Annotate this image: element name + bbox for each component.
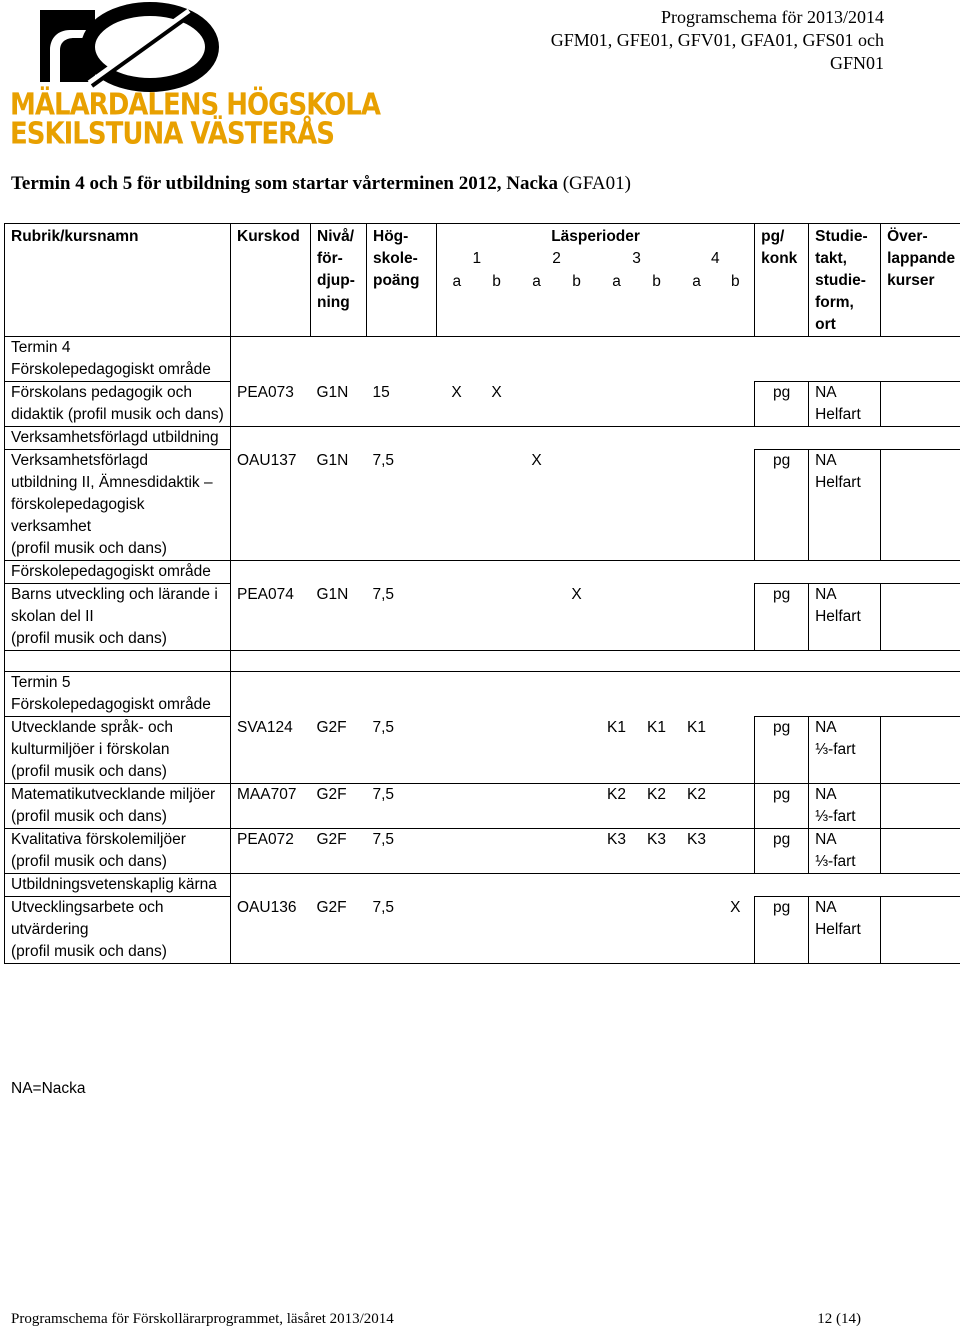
course-code: OAU136 <box>231 897 311 964</box>
course-pg: pg <box>755 829 809 874</box>
mark-1a: X <box>437 382 477 427</box>
schedule-table <box>4 223 960 964</box>
mark-4a: K3 <box>677 829 717 874</box>
mark-2a <box>517 717 557 784</box>
col-periods: Läsperioder <box>437 224 755 249</box>
course-place-pace <box>809 784 881 829</box>
mark-1a <box>437 717 477 784</box>
mark-4a: K1 <box>677 717 717 784</box>
col-overlap-l2: lappande <box>887 250 956 267</box>
mark-2b <box>557 829 597 874</box>
course-code: MAA707 <box>231 784 311 829</box>
empty-cell <box>231 672 960 717</box>
course-overlap <box>881 382 960 427</box>
mark-2b <box>557 450 597 561</box>
course-name-l1: Matematikutvecklande miljöer <box>11 786 216 803</box>
course-place-pace <box>809 584 881 651</box>
mark-2a <box>517 829 557 874</box>
mark-3b: K2 <box>637 784 677 829</box>
mark-1b <box>477 450 517 561</box>
course-place-pace <box>809 717 881 784</box>
course-level: G2F <box>311 829 367 874</box>
course-credits: 15 <box>367 382 437 427</box>
mark-2b <box>557 784 597 829</box>
period-2b: b <box>557 271 597 337</box>
course-code: PEA074 <box>231 584 311 651</box>
course-name-l2: utvärdering <box>11 921 89 938</box>
course-code: OAU137 <box>231 450 311 561</box>
page-title <box>11 173 631 195</box>
col-credits <box>367 224 437 337</box>
period-1b: b <box>477 271 517 337</box>
course-credits: 7,5 <box>367 584 437 651</box>
course-level: G2F <box>311 897 367 964</box>
footer-document-title: Programschema för Förskollärarprogrammet, läsåret 2013/2014 <box>11 1311 394 1327</box>
table-row <box>5 717 960 784</box>
course-name <box>5 584 231 651</box>
col-form-l5: ort <box>815 316 836 333</box>
col-overlap-l1: Över- <box>887 228 928 245</box>
mark-2b <box>557 382 597 427</box>
section-heading: Utbildningsvetenskaplig kärna <box>5 874 231 897</box>
col-form-l1: Studie- <box>815 228 868 245</box>
table-row <box>5 784 960 829</box>
mark-3b <box>637 450 677 561</box>
period-3a: a <box>597 271 637 337</box>
col-pg-l1: pg/ <box>761 228 785 245</box>
mark-1a <box>437 450 477 561</box>
mark-3a: K2 <box>597 784 637 829</box>
course-place: NA <box>815 452 837 469</box>
term5-heading: Termin 5 <box>11 674 71 691</box>
section-row <box>5 874 960 897</box>
mark-3b <box>637 584 677 651</box>
term-heading-row <box>5 337 960 382</box>
mark-4a <box>677 382 717 427</box>
section-heading: Förskolepedagogiskt område <box>5 561 231 584</box>
term4-heading: Termin 4 <box>11 339 71 356</box>
empty-cell <box>231 874 960 897</box>
col-pg-l2: konk <box>761 250 798 267</box>
mark-3a <box>597 450 637 561</box>
course-place: NA <box>815 786 837 803</box>
mark-3a <box>597 897 637 964</box>
period-3: 3 <box>632 250 641 268</box>
course-pace: Helfart <box>815 406 861 423</box>
course-overlap <box>881 784 960 829</box>
period-4a: a <box>677 271 717 337</box>
col-level-l4: ning <box>317 294 350 311</box>
mark-1b <box>477 717 517 784</box>
course-place-pace <box>809 382 881 427</box>
header-program-codes-cont: GFN01 <box>829 53 884 73</box>
mark-1a <box>437 784 477 829</box>
mark-2a <box>517 897 557 964</box>
mark-3b: K1 <box>637 717 677 784</box>
course-place: NA <box>815 719 837 736</box>
mark-2a <box>517 784 557 829</box>
course-pace: ⅓-fart <box>815 808 856 825</box>
mark-1a <box>437 829 477 874</box>
course-pg: pg <box>755 897 809 964</box>
course-name-l3: (profil musik och dans) <box>11 943 167 960</box>
course-pg: pg <box>755 382 809 427</box>
course-name <box>5 717 231 784</box>
course-code: PEA073 <box>231 382 311 427</box>
course-credits: 7,5 <box>367 897 437 964</box>
mark-1b <box>477 897 517 964</box>
course-name <box>5 829 231 874</box>
mark-2b: X <box>557 584 597 651</box>
course-place: NA <box>815 586 837 603</box>
col-form-l2: takt, <box>815 250 847 267</box>
course-pg: pg <box>755 717 809 784</box>
page-footer <box>11 1311 861 1328</box>
period-3b: b <box>637 271 677 337</box>
term-heading <box>5 672 231 717</box>
course-name-l1: Kvalitativa förskolemiljöer <box>11 831 186 848</box>
course-overlap <box>881 450 960 561</box>
course-name-l3: förskolepedagogisk <box>11 496 145 513</box>
empty-cell <box>5 651 231 672</box>
mark-3a: K3 <box>597 829 637 874</box>
table-row <box>5 450 960 561</box>
course-credits: 7,5 <box>367 450 437 561</box>
mark-4b <box>717 784 755 829</box>
course-place-pace <box>809 450 881 561</box>
col-form <box>809 224 881 337</box>
mark-2a <box>517 382 557 427</box>
course-name-l2: kulturmiljöer i förskolan <box>11 741 170 758</box>
mark-3a: K1 <box>597 717 637 784</box>
course-overlap <box>881 584 960 651</box>
header-program-codes: GFM01, GFE01, GFV01, GFA01, GFS01 och <box>550 30 884 50</box>
mark-4b: X <box>717 897 755 964</box>
empty-cell <box>231 561 960 584</box>
period-1a: a <box>437 271 477 337</box>
course-level: G2F <box>311 717 367 784</box>
mark-3b <box>637 897 677 964</box>
course-credits: 7,5 <box>367 784 437 829</box>
col-pg <box>755 224 809 337</box>
col-level <box>311 224 367 337</box>
empty-cell <box>231 337 960 382</box>
mark-4a <box>677 584 717 651</box>
mark-4b <box>717 717 755 784</box>
period-2: 2 <box>552 250 561 268</box>
mark-4a <box>677 897 717 964</box>
period-2a: a <box>517 271 557 337</box>
course-code: PEA072 <box>231 829 311 874</box>
section-heading: Förskolepedagogiskt område <box>11 361 211 378</box>
period-4b: b <box>717 271 755 337</box>
header-schedule-title: Programschema för 2013/2014 <box>661 7 884 27</box>
mark-1b: X <box>477 382 517 427</box>
course-place: NA <box>815 831 837 848</box>
empty-cell <box>231 427 960 450</box>
course-name-l2: utbildning II, Ämnesdidaktik – <box>11 474 213 491</box>
mark-1b <box>477 784 517 829</box>
mark-2b <box>557 717 597 784</box>
course-place: NA <box>815 384 837 401</box>
col-level-l2: för- <box>317 250 343 267</box>
course-name-l3: (profil musik och dans) <box>11 630 167 647</box>
col-overlap-l3: kurser <box>887 272 935 289</box>
period-1: 1 <box>437 248 517 270</box>
period-4: 4 <box>677 248 755 270</box>
course-place: NA <box>815 899 837 916</box>
table-row <box>5 897 960 964</box>
page-title-code: (GFA01) <box>562 173 631 194</box>
empty-cell <box>231 651 960 672</box>
course-place-pace <box>809 829 881 874</box>
table-row <box>5 584 960 651</box>
course-name-l1: Verksamhetsförlagd <box>11 452 148 469</box>
table-row <box>5 382 960 427</box>
course-name <box>5 897 231 964</box>
col-level-l3: djup- <box>317 272 355 289</box>
course-pace: ⅓-fart <box>815 853 856 870</box>
col-credits-l2: skole- <box>373 250 418 267</box>
col-code: Kurskod <box>231 224 311 337</box>
course-name <box>5 784 231 829</box>
col-credits-l3: poäng <box>373 272 420 289</box>
document-header-info <box>551 6 884 75</box>
page-title-text: Termin 4 och 5 för utbildning som startar vårterminen 2012, Nacka <box>11 173 558 194</box>
mark-3b: K3 <box>637 829 677 874</box>
course-name-l1: Utvecklingsarbete och <box>11 899 164 916</box>
mark-4b <box>717 584 755 651</box>
mark-4b <box>717 829 755 874</box>
col-form-l4: form, <box>815 294 854 311</box>
course-name: Förskolans pedagogik och didaktik (profil musik och dans) <box>5 382 231 427</box>
course-overlap <box>881 829 960 874</box>
col-credits-l1: Hög- <box>373 228 409 245</box>
section-heading: Förskolepedagogiskt område <box>11 696 211 713</box>
col-level-l1: Nivå/ <box>317 228 355 245</box>
course-name-l4: verksamhet <box>11 518 92 535</box>
spacer-row <box>5 651 960 672</box>
course-level: G2F <box>311 784 367 829</box>
course-pg: pg <box>755 584 809 651</box>
table-row <box>5 829 960 874</box>
course-name-l3: (profil musik och dans) <box>11 763 167 780</box>
col-overlap <box>881 224 960 337</box>
course-pace: Helfart <box>815 608 861 625</box>
mark-3a <box>597 382 637 427</box>
mark-4b <box>717 382 755 427</box>
course-name-l1: Barns utveckling och lärande i <box>11 586 218 603</box>
course-credits: 7,5 <box>367 829 437 874</box>
course-overlap <box>881 897 960 964</box>
col-form-l3: studie- <box>815 272 866 289</box>
course-level: G1N <box>311 584 367 651</box>
course-overlap <box>881 717 960 784</box>
mark-2a: X <box>517 450 557 561</box>
course-name-l2: (profil musik och dans) <box>11 853 167 870</box>
course-credits: 7,5 <box>367 717 437 784</box>
course-pg: pg <box>755 450 809 561</box>
course-code: SVA124 <box>231 717 311 784</box>
course-level: G1N <box>311 450 367 561</box>
mark-4a: K2 <box>677 784 717 829</box>
logo-line-1: MÄLARDALENS HÖGSKOLA <box>10 88 380 123</box>
course-pace: Helfart <box>815 474 861 491</box>
mark-1a <box>437 584 477 651</box>
mark-2a <box>517 584 557 651</box>
university-logo <box>8 0 380 152</box>
mark-4a <box>677 450 717 561</box>
logo-line-2: ESKILSTUNA VÄSTERÅS <box>10 117 334 152</box>
abbreviation-note: NA=Nacka <box>11 1080 86 1097</box>
mark-1b <box>477 584 517 651</box>
section-row <box>5 427 960 450</box>
course-place-pace <box>809 897 881 964</box>
course-pace: Helfart <box>815 921 861 938</box>
table-header-row <box>5 224 960 249</box>
mark-1b <box>477 829 517 874</box>
section-row <box>5 561 960 584</box>
mark-4b <box>717 450 755 561</box>
course-pg: pg <box>755 784 809 829</box>
term-heading-row <box>5 672 960 717</box>
section-heading: Verksamhetsförlagd utbildning <box>5 427 231 450</box>
course-name-l5: (profil musik och dans) <box>11 540 167 557</box>
course-name-l1: Utvecklande språk- och <box>11 719 173 736</box>
mark-1a <box>437 897 477 964</box>
course-name-l2: skolan del II <box>11 608 94 625</box>
page-number: 12 (14) <box>817 1311 861 1327</box>
course-level: G1N <box>311 382 367 427</box>
course-pace: ⅓-fart <box>815 741 856 758</box>
mark-3a <box>597 584 637 651</box>
term-heading <box>5 337 231 382</box>
course-name-l2: (profil musik och dans) <box>11 808 167 825</box>
mark-2b <box>557 897 597 964</box>
course-name <box>5 450 231 561</box>
col-course: Rubrik/kursnamn <box>5 224 231 337</box>
mark-3b <box>637 382 677 427</box>
